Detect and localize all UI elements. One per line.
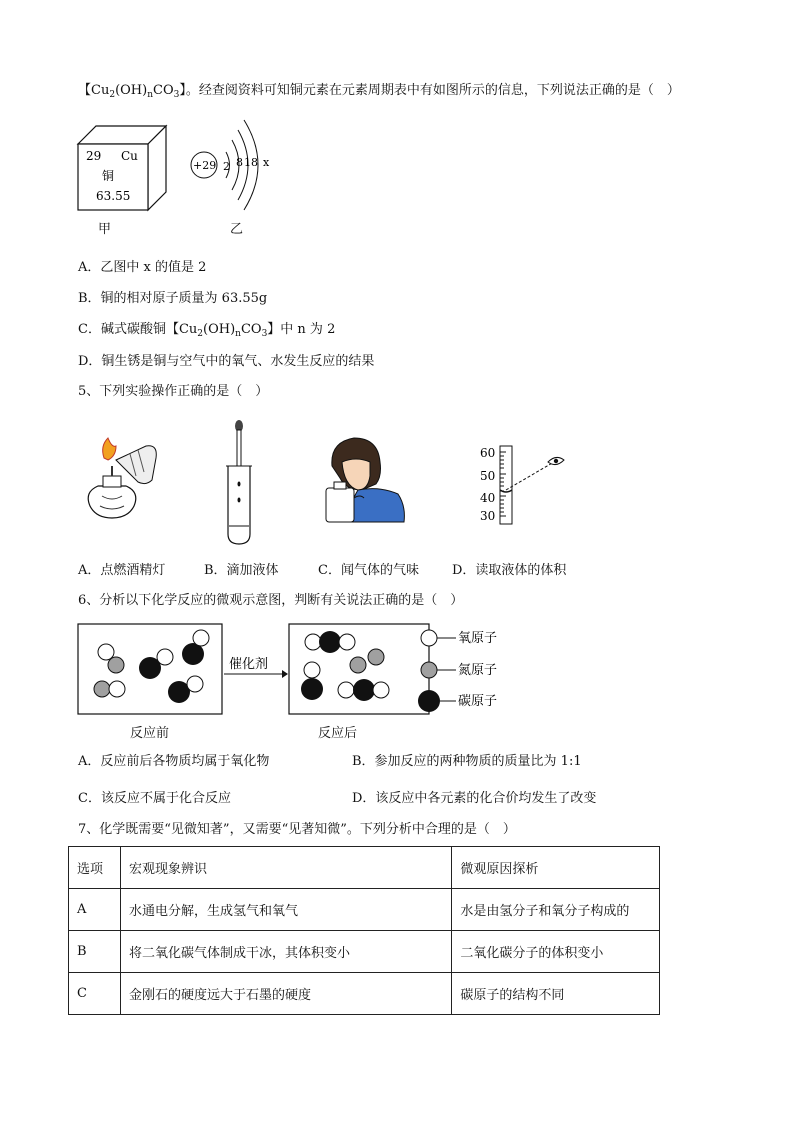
gas-bottle-icon [326,488,354,522]
reaction-diagram [76,620,516,720]
q5-option-b: B．滴加液体 [204,563,279,578]
table-row [69,973,660,1015]
header-macro: 宏观现象辨识 [120,847,451,889]
element-card-figure [74,122,184,217]
element-name: 铜 [102,169,115,183]
after-n-atom-2 [368,649,384,665]
after-c-atom-1 [319,631,341,653]
tick-label-40: 40 [480,491,496,505]
o-atom-5 [187,676,203,692]
q4-option-c-sub3: 3 [261,329,268,339]
legend-carbon-label: 碳原子 [458,694,498,709]
q4-option-c-mid2: CO [240,322,262,337]
table-header-row [69,847,660,889]
after-label: 反应后 [318,726,358,741]
graduated-cylinder-figure [480,444,570,528]
smelling-gas-figure [320,432,408,524]
q4-stem-sub2: n [147,90,153,100]
shell-count-1: 2 [223,160,230,173]
catalyst-label: 催化剂 [229,657,269,672]
after-o-atom-3 [304,662,320,678]
q4-stem-sub3: 3 [173,90,180,100]
atom-structure-diagram [186,118,286,213]
after-o-atom-4 [338,682,354,698]
q4-stem-mid1: (OH) [115,83,148,98]
row-b-option: B [69,931,121,973]
o-atom-3 [157,649,173,665]
test-tube-icon [228,466,250,544]
shell-count-3: 18 [244,156,258,169]
header-micro: 微观原因探析 [452,847,660,889]
q6-option-c: C．该反应不属于化合反应 [78,791,231,806]
after-c-atom-2 [301,678,323,700]
q6-stem: 6、分析以下化学反应的微观示意图，判断有关说法正确的是（ ） [78,593,464,608]
shell-count-4: x [263,156,270,169]
q5-option-a: A．点燃酒精灯 [78,563,166,578]
q4-stem-sub1: 2 [109,90,116,100]
after-o-atom-2 [339,634,355,650]
q4-option-c [78,321,335,343]
tick-label-60: 60 [480,446,496,460]
q4-option-c-sub2: n [235,329,241,339]
atomic-number: 29 [86,149,102,163]
q4-stem-mid2: CO [153,83,174,98]
row-a-macro: 水通电分解，生成氢气和氧气 [120,889,451,931]
tick-label-30: 30 [480,509,496,523]
q7-table [68,846,660,1015]
atomic-mass: 63.55 [96,189,131,203]
droplet-1-icon [238,482,241,487]
after-c-atom-3 [353,679,375,701]
legend-nitrogen-label: 氮原子 [458,663,498,678]
lamp-body-icon [88,486,136,518]
o-atom-4 [193,630,209,646]
q4-option-c-mid1: (OH) [203,322,236,337]
row-b-macro: 将二氧化碳气体制成干冰，其体积变小 [120,931,451,973]
sight-line-icon [506,462,554,490]
legend-nitrogen-icon [421,662,437,678]
bottle-neck-icon [334,482,346,489]
o-atom-2 [109,681,125,697]
after-o-atom-1 [305,634,321,650]
row-a-option: A [69,889,121,931]
dropper-tube-icon [237,430,241,466]
nucleus-charge: +29 [193,159,217,172]
shell-count-2: 8 [236,156,243,169]
tick-label-50: 50 [480,469,496,483]
dropper-testtube-figure [224,420,254,546]
row-a-micro: 水是由氢分子和氧分子构成的 [452,889,660,931]
q5-stem: 5、下列实验操作正确的是（ ） [78,384,269,399]
q5-option-c: C．闻气体的气味 [318,563,419,578]
before-label: 反应前 [130,726,170,741]
row-c-micro: 碳原子的结构不同 [452,973,660,1015]
row-c-macro: 金刚石的硬度远大于石墨的硬度 [120,973,451,1015]
row-c-option: C [69,973,121,1015]
q6-option-d: D．该反应中各元素的化合价均发生了改变 [352,791,597,806]
droplet-2-icon [238,498,241,503]
legend-carbon-icon [418,690,440,712]
legend-oxygen-icon [421,630,437,646]
n-atom-1 [108,657,124,673]
q4-stem-rest: 】。经查阅资料可知铜元素在元素周期表中有如图所示的信息，下列说法正确的是（ ） [179,83,680,98]
q7-stem: 7、化学既需要“见微知著”，又需要“见著知微”。下列分析中合理的是（ ） [78,822,516,837]
q4-option-d: D．铜生锈是铜与空气中的氧气、水发生反应的结果 [78,354,375,369]
n-atom-2 [94,681,110,697]
q4-option-c-prefix: C．碱式碳酸铜【Cu [78,322,198,337]
table-row [69,889,660,931]
after-o-atom-5 [373,682,389,698]
q6-option-b: B．参加反应的两种物质的质量比为 1:1 [352,754,582,769]
element-symbol: Cu [121,149,138,163]
q4-stem-prefix: 【Cu [78,83,110,98]
q4-option-b: B．铜的相对原子质量为 63.55g [78,291,268,306]
header-option: 选项 [69,847,121,889]
arrow-head-icon [282,670,288,678]
q5-option-d: D．读取液体的体积 [452,563,567,578]
q4-option-c-rest: 】中 n 为 2 [267,322,336,337]
atom-caption: 乙 [230,222,244,237]
card-caption: 甲 [98,222,112,237]
q4-option-c-sub1: 2 [197,329,204,339]
q4-stem [78,82,680,104]
o-atom-1 [98,644,114,660]
alcohol-lamp-figure [76,436,162,528]
row-b-micro: 二氧化碳分子的体积变小 [452,931,660,973]
second-lamp-icon [116,446,156,484]
lamp-neck-icon [103,476,121,487]
q6-option-a: A．反应前后各物质均属于氧化物 [78,754,270,769]
shirt-icon [350,489,404,522]
after-n-atom-1 [350,657,366,673]
q4-option-a: A．乙图中 x 的值是 2 [78,260,207,275]
flame-icon [103,438,116,460]
eye-pupil-icon [554,459,558,463]
table-row [69,931,660,973]
legend-oxygen-label: 氧原子 [458,631,498,646]
